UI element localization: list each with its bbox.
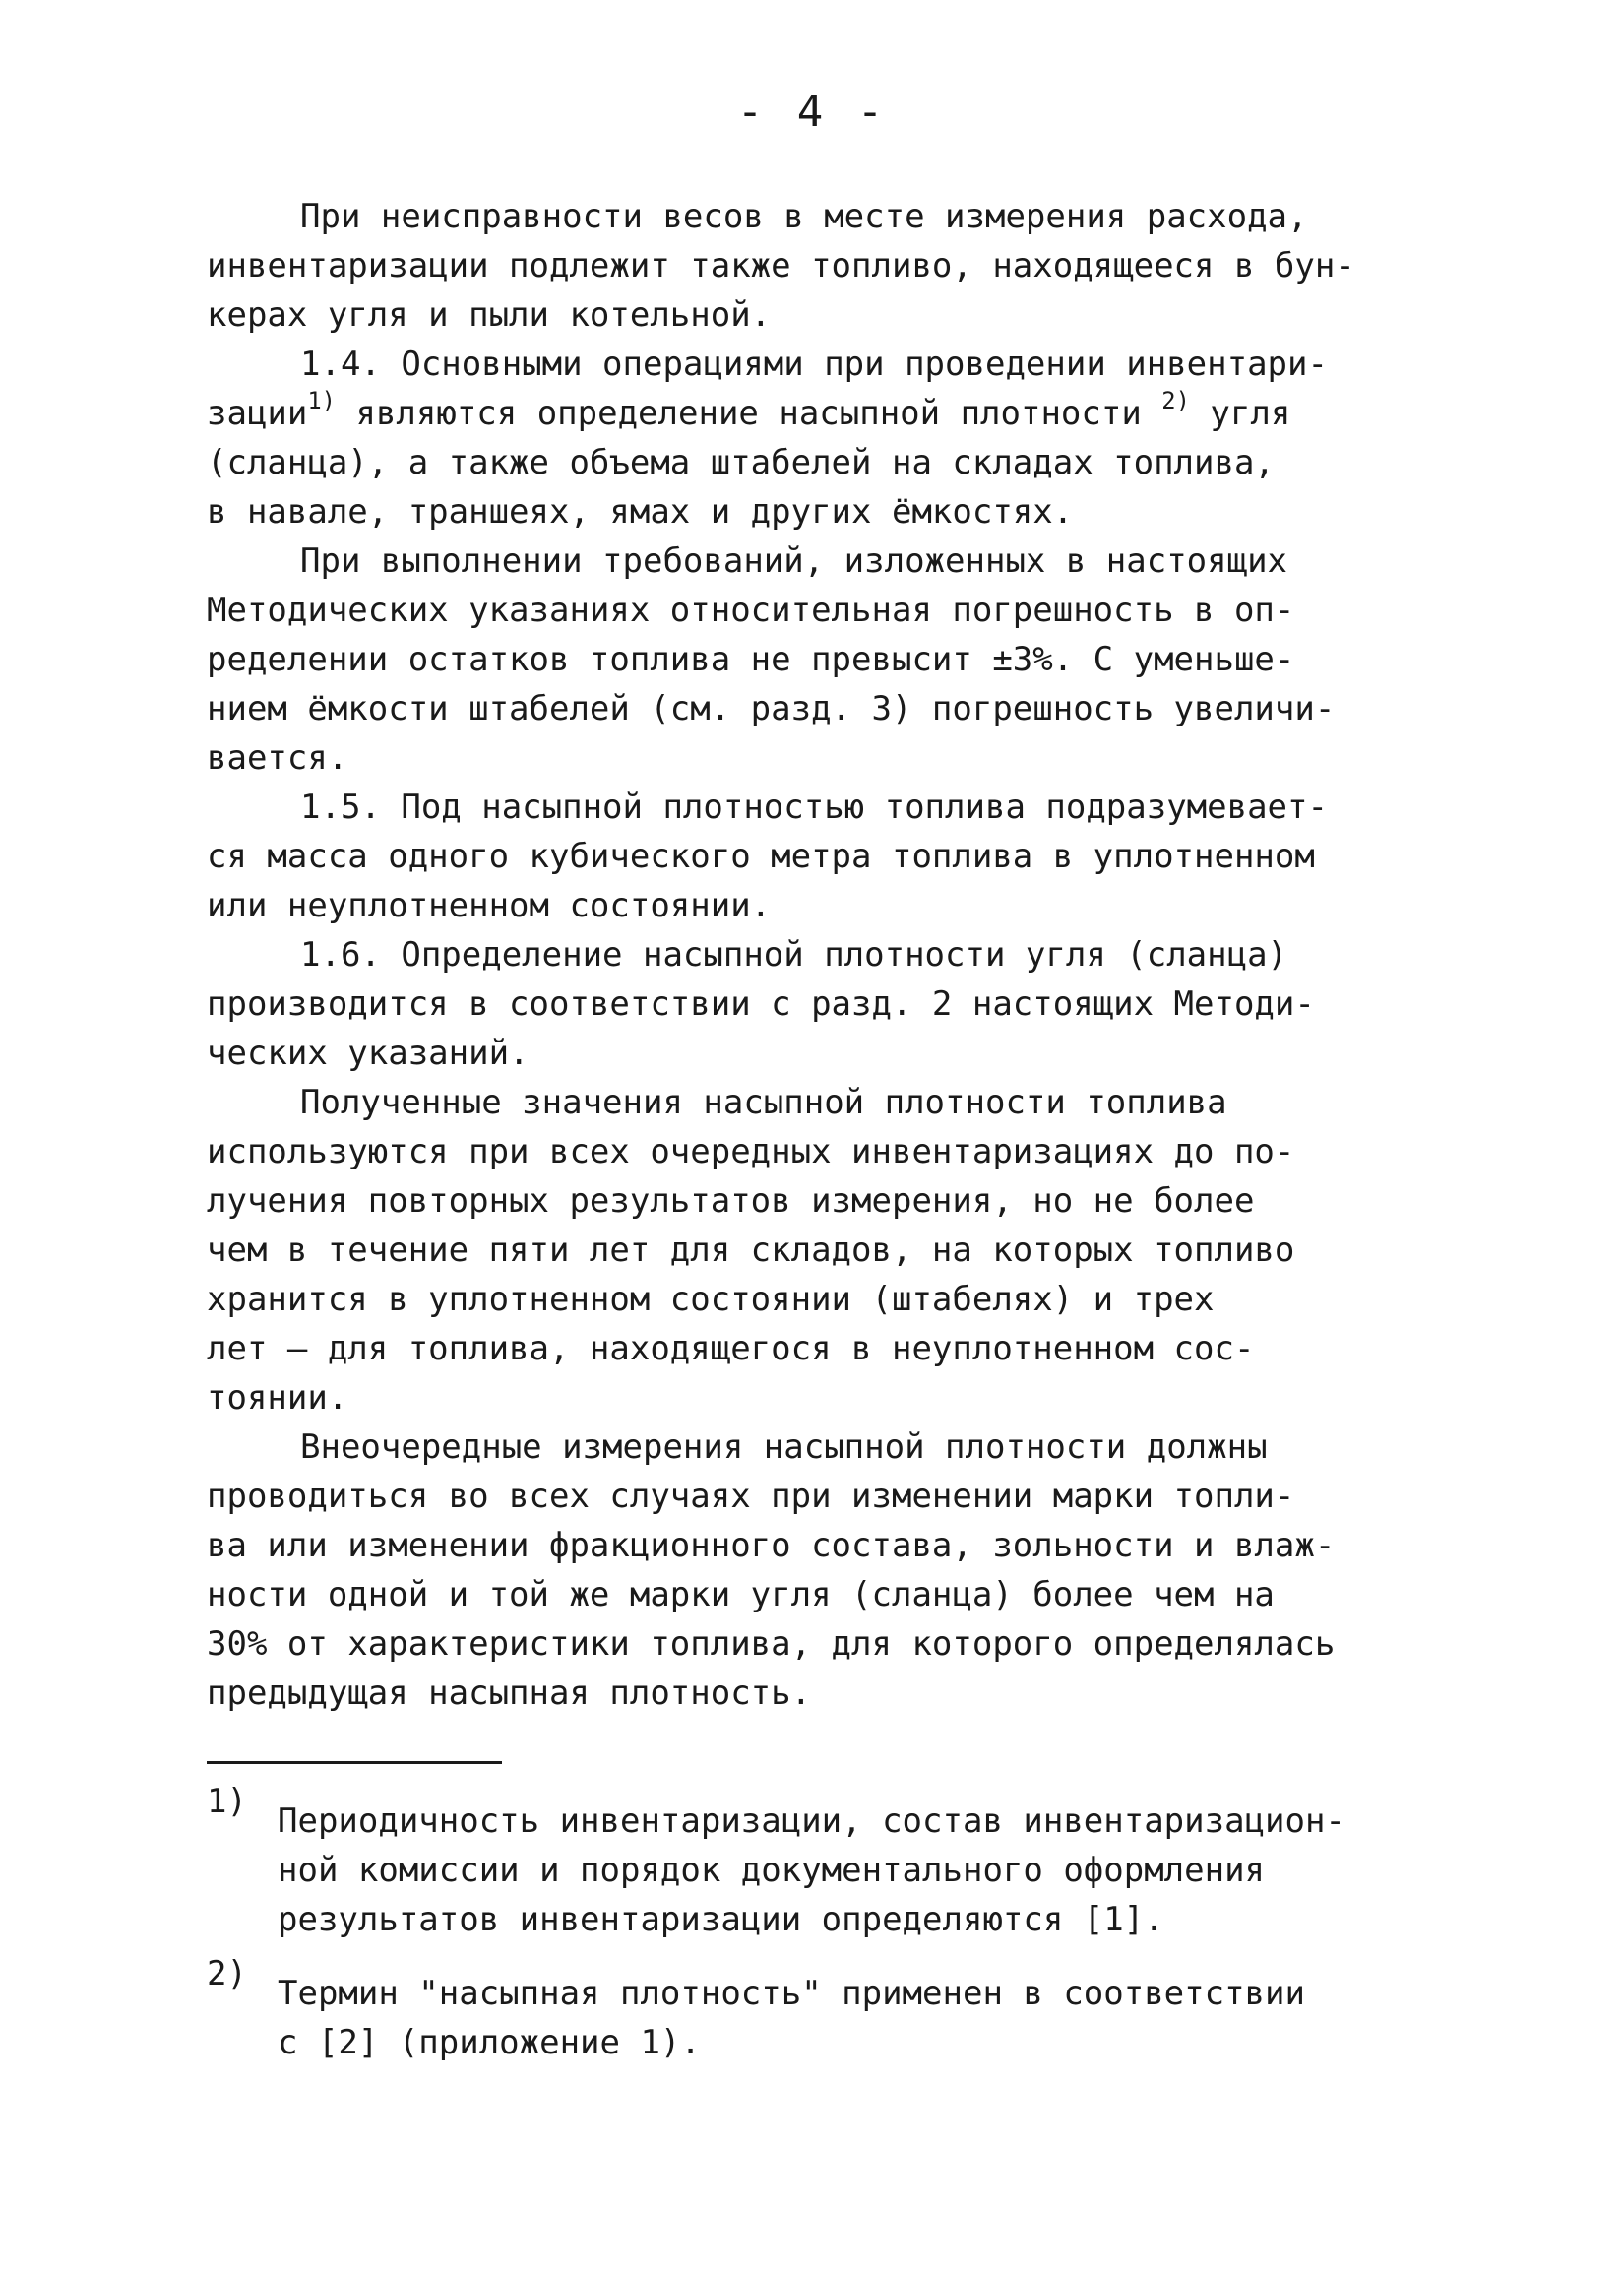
footnote-marker: 2) (207, 1954, 247, 1993)
body-line: используются при всех очередных инвентаризациях до по- (207, 1132, 1295, 1171)
text-segment: являются определение насыпной плотности (336, 394, 1162, 433)
body-line: предыдущая насыпная плотность. (207, 1674, 812, 1713)
body-line: При неисправности весов в месте измерения расхода, (300, 197, 1308, 236)
body-line: ределении остатков топлива не превысит ±3%. С уменьше- (207, 640, 1295, 679)
text-segment: угля (1189, 394, 1291, 433)
footnote-line: ной комиссии и порядок документального оформления (278, 1851, 1266, 1890)
body-line: проводиться во всех случаях при изменении марки топли- (207, 1477, 1295, 1516)
body-line: 1.4. Основными операциями при проведении инвентари- (300, 345, 1328, 384)
body-line: 1.5. Под насыпной плотностью топлива подразумевает- (300, 788, 1328, 827)
body-line: Методических указаниях относительная погрешность в оп- (207, 591, 1295, 630)
text-segment: зации (207, 394, 308, 433)
body-line: ности одной и той же марки угля (сланца) более чем на (207, 1575, 1275, 1614)
body-line: тоянии. (207, 1378, 348, 1418)
body-line: лет — для топлива, находящегося в неуплотненном сос- (207, 1329, 1255, 1368)
body-line: чем в течение пяти лет для складов, на которых топливо (207, 1231, 1295, 1270)
body-line: инвентаризации подлежит также топливо, находящееся в бун- (207, 246, 1355, 285)
body-line: 1.6. Определение насыпной плотности угля (сланца) (300, 935, 1288, 975)
footnote-ref: 1) (307, 387, 337, 415)
body-line: Полученные значения насыпной плотности топлива (300, 1083, 1227, 1122)
body-line: лучения повторных результатов измерения, но не более (207, 1181, 1255, 1221)
body-line: вается. (207, 738, 348, 778)
body-line-with-footnote-refs (207, 389, 1486, 438)
footnote-ref: 2) (1161, 387, 1190, 415)
footnote-line: результатов инвентаризации определяются [1]. (278, 1900, 1164, 1939)
footnote-line: Термин "насыпная плотность" применен в соответствии (278, 1974, 1305, 2013)
footnote-line: Периодичность инвентаризации, состав инвентаризацион- (278, 1801, 1345, 1841)
body-line: (сланца), а также объема штабелей на складах топлива, (207, 443, 1275, 482)
footnote-marker: 1) (207, 1782, 247, 1821)
body-line: керах угля и пыли котельной. (207, 295, 772, 335)
body-line: в навале, траншеях, ямах и других ёмкостях. (207, 492, 1074, 532)
body-line: или неуплотненном состоянии. (207, 886, 772, 925)
body-line: Внеочередные измерения насыпной плотности должны (300, 1427, 1268, 1467)
footnote-line: с [2] (приложение 1). (278, 2023, 701, 2062)
body-line: ва или изменении фракционного состава, зольности и влаж- (207, 1526, 1336, 1565)
body-line: хранится в уплотненном состоянии (штабелях) и трех (207, 1280, 1215, 1319)
body-line: нием ёмкости штабелей (см. разд. 3) погрешность увеличи- (207, 689, 1336, 728)
body-line: 30% от характеристики топлива, для которого определялась (207, 1624, 1336, 1664)
body-line: ся масса одного кубического метра топлива в уплотненном (207, 837, 1315, 876)
body-line: При выполнении требований, изложенных в настоящих (300, 541, 1288, 581)
footnote-separator (207, 1761, 502, 1764)
body-line: производится в соответствии с разд. 2 настоящих Методи- (207, 984, 1315, 1024)
body-line: ческих указаний. (207, 1034, 530, 1073)
page-number: - 4 - (736, 87, 888, 137)
